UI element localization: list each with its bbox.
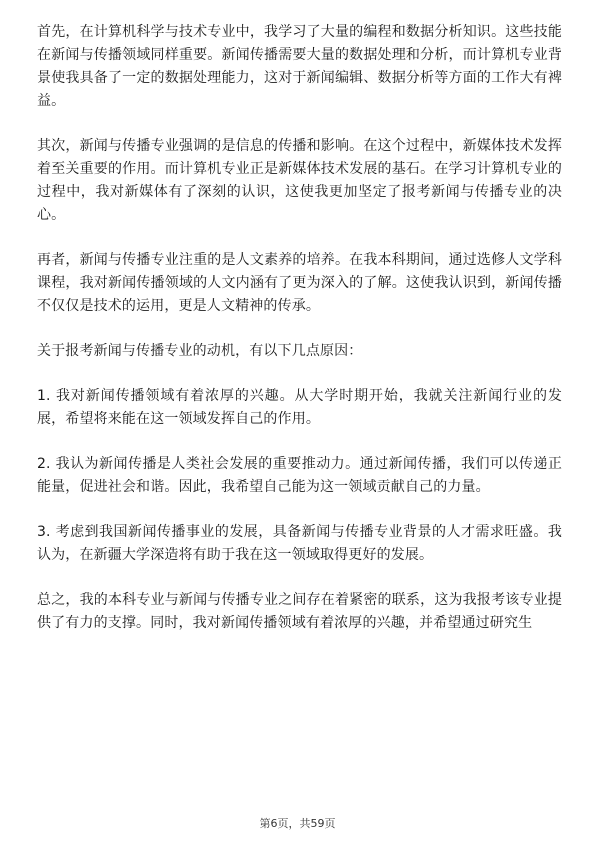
paragraph-5: 1. 我对新闻传播领域有着浓厚的兴趣。从大学时期开始，我就关注新闻行业的发展，希望将来能在这一领域发挥自己的作用。: [37, 388, 562, 427]
paragraph-2: 其次，新闻与传播专业强调的是信息的传播和影响。在这个过程中，新媒体技术发挥着至关重要的作用。而计算机专业正是新媒体技术发展的基石。在学习计算机专业的过程中，我对新媒体有了深刻的认识，这使我更加坚定了报考新闻与传播专业的决心。: [37, 138, 562, 223]
page-number: 第6页，共59页: [259, 817, 336, 830]
paragraph-6: 2. 我认为新闻传播是人类社会发展的重要推动力。通过新闻传播，我们可以传递正能量，促进社会和谐。因此，我希望自己能为这一领域贡献自己的力量。: [37, 456, 562, 495]
paragraph-7: 3. 考虑到我国新闻传播事业的发展，具备新闻与传播专业背景的人才需求旺盛。我认为，在新疆大学深造将有助于我在这一领域取得更好的发展。: [37, 524, 562, 563]
document-body: [37, 21, 562, 657]
paragraph-4: 关于报考新闻与传播专业的动机，有以下几点原因：: [37, 343, 363, 359]
paragraph-1: 首先，在计算机科学与技术专业中，我学习了大量的编程和数据分析知识。这些技能在新闻与传播领域同样重要。新闻传播需要大量的数据处理和分析，而计算机专业背景使我具备了一定的数据处理能力，这对于新闻编辑、数据分析等方面的工作大有裨益。: [37, 24, 562, 109]
paragraph-8: 总之，我的本科专业与新闻与传播专业之间存在着紧密的联系，这为我报考该专业提供了有力的支撑。同时，我对新闻传播领域有着浓厚的兴趣，并希望通过研究生: [37, 592, 562, 631]
paragraph-3: 再者，新闻与传播专业注重的是人文素养的培养。在我本科期间，通过选修人文学科课程，我对新闻传播领域的人文内涵有了更为深入的了解。这使我认识到，新闻传播不仅仅是技术的运用，更是人文精神的传承。: [37, 252, 562, 314]
